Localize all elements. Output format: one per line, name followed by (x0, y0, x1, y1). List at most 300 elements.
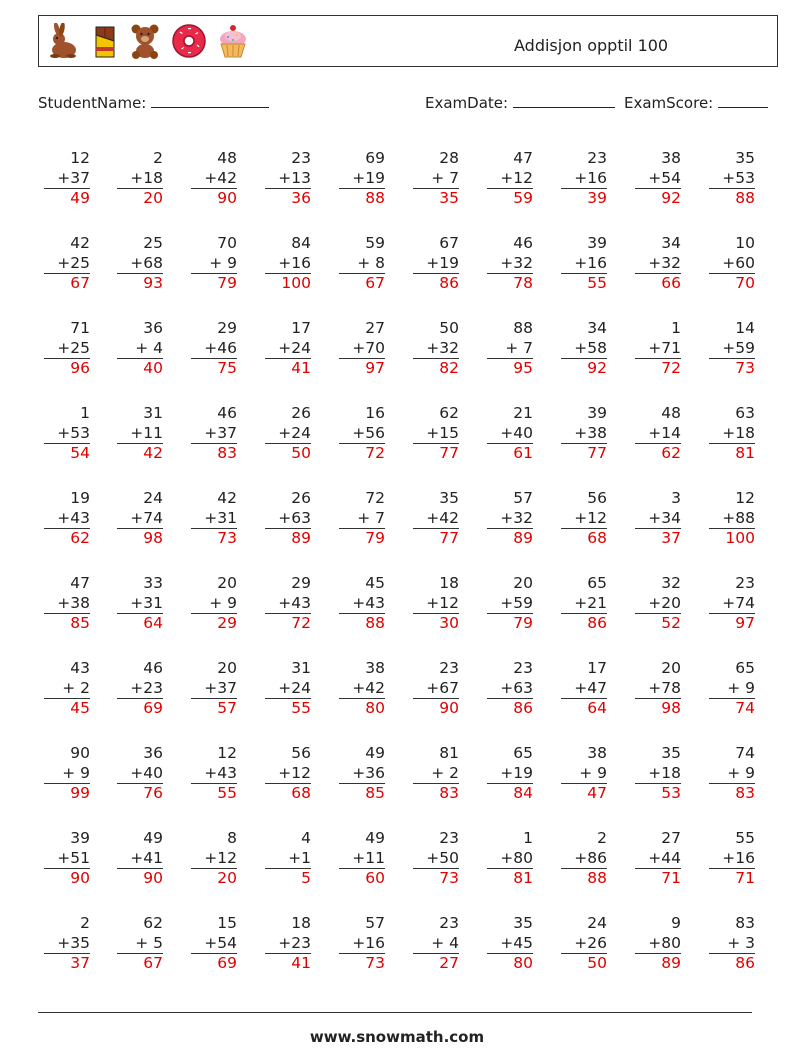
answer: 90 (191, 188, 237, 209)
addend-bottom: +34 (648, 508, 681, 527)
addend-bottom: +38 (574, 423, 607, 442)
problem (105, 914, 163, 974)
problem (32, 574, 90, 634)
addend-top: 4 (301, 829, 311, 847)
problem (475, 574, 533, 634)
addend-top: 39 (70, 829, 90, 847)
addend-top: 3 (671, 489, 681, 507)
problem (327, 404, 385, 464)
problem (697, 914, 755, 974)
addend-top: 34 (587, 319, 607, 337)
problem (105, 829, 163, 889)
addend-bottom: +19 (352, 168, 385, 187)
problem (623, 489, 681, 549)
problem (179, 659, 237, 719)
addend-bottom: +42 (426, 508, 459, 527)
problem (253, 234, 311, 294)
answer: 27 (413, 953, 459, 974)
answer: 93 (117, 273, 163, 294)
answer: 90 (413, 698, 459, 719)
addend-bottom: + 9 (579, 763, 607, 782)
addend-top: 20 (217, 659, 237, 677)
answer: 78 (487, 273, 533, 294)
problem (623, 829, 681, 889)
addend-top: 15 (217, 914, 237, 932)
addend-top: 36 (143, 319, 163, 337)
addend-top: 35 (513, 914, 533, 932)
addend-top: 39 (587, 404, 607, 422)
addend-top: 27 (661, 829, 681, 847)
addend-top: 63 (735, 404, 755, 422)
addend-top: 65 (587, 574, 607, 592)
answer: 69 (191, 953, 237, 974)
teddy-bear-icon (129, 23, 161, 59)
addend-bottom: +24 (278, 423, 311, 442)
addend-bottom: +86 (574, 848, 607, 867)
problem (475, 744, 533, 804)
problem (105, 149, 163, 209)
answer: 68 (561, 528, 607, 549)
addend-top: 49 (365, 829, 385, 847)
problem (475, 829, 533, 889)
addend-bottom: +12 (204, 848, 237, 867)
addend-top: 32 (661, 574, 681, 592)
addend-bottom: +40 (500, 423, 533, 442)
answer: 92 (635, 188, 681, 209)
addend-top: 25 (143, 234, 163, 252)
answer: 73 (709, 358, 755, 379)
problem (32, 404, 90, 464)
addend-top: 84 (291, 234, 311, 252)
exam-score-blank (718, 93, 768, 108)
addend-bottom: +18 (722, 423, 755, 442)
answer: 67 (339, 273, 385, 294)
problem (327, 234, 385, 294)
answer: 20 (117, 188, 163, 209)
answer: 83 (413, 783, 459, 804)
problem (549, 404, 607, 464)
addend-bottom: +80 (648, 933, 681, 952)
problem (105, 574, 163, 634)
answer: 97 (709, 613, 755, 634)
problem (697, 319, 755, 379)
addend-top: 47 (513, 149, 533, 167)
addend-bottom: + 4 (431, 933, 459, 952)
problem (327, 659, 385, 719)
addend-top: 2 (153, 149, 163, 167)
addend-top: 35 (661, 744, 681, 762)
addend-top: 88 (513, 319, 533, 337)
addend-bottom: +16 (574, 253, 607, 272)
problem (179, 319, 237, 379)
problem (549, 829, 607, 889)
problem (697, 149, 755, 209)
addend-bottom: +12 (426, 593, 459, 612)
answer: 62 (635, 443, 681, 464)
problem (401, 489, 459, 549)
addend-top: 56 (587, 489, 607, 507)
problem (105, 234, 163, 294)
addend-bottom: +15 (426, 423, 459, 442)
addend-top: 17 (587, 659, 607, 677)
problem (105, 404, 163, 464)
answer: 76 (117, 783, 163, 804)
problem (623, 574, 681, 634)
addend-top: 71 (70, 319, 90, 337)
problem (623, 744, 681, 804)
answer: 50 (265, 443, 311, 464)
addend-top: 24 (587, 914, 607, 932)
addend-top: 31 (291, 659, 311, 677)
addend-top: 2 (597, 829, 607, 847)
problem (253, 489, 311, 549)
problem (105, 659, 163, 719)
answer: 5 (265, 868, 311, 889)
answer: 79 (191, 273, 237, 294)
addend-top: 48 (661, 404, 681, 422)
answer: 81 (709, 443, 755, 464)
problem (549, 234, 607, 294)
addend-top: 69 (365, 149, 385, 167)
problem (179, 574, 237, 634)
answer: 89 (265, 528, 311, 549)
answer: 88 (709, 188, 755, 209)
answer: 80 (339, 698, 385, 719)
addend-bottom: +54 (204, 933, 237, 952)
worksheet-title: Addisjon opptil 100 (514, 36, 669, 55)
addend-top: 48 (217, 149, 237, 167)
exam-score-label: ExamScore: (624, 94, 714, 112)
addend-bottom: + 4 (135, 338, 163, 357)
answer: 40 (117, 358, 163, 379)
addend-bottom: +14 (648, 423, 681, 442)
problem (253, 914, 311, 974)
addend-top: 23 (735, 574, 755, 592)
addend-bottom: +32 (426, 338, 459, 357)
addend-top: 42 (217, 489, 237, 507)
addend-top: 74 (735, 744, 755, 762)
addend-bottom: +12 (500, 168, 533, 187)
addend-bottom: +41 (130, 848, 163, 867)
problem (697, 234, 755, 294)
answer: 61 (487, 443, 533, 464)
addend-top: 26 (291, 404, 311, 422)
answer: 97 (339, 358, 385, 379)
addend-bottom: +45 (500, 933, 533, 952)
addend-top: 24 (143, 489, 163, 507)
problem (179, 829, 237, 889)
addend-top: 23 (439, 914, 459, 932)
header-icons (47, 23, 249, 59)
answer: 77 (561, 443, 607, 464)
addend-top: 1 (671, 319, 681, 337)
addend-top: 27 (365, 319, 385, 337)
addend-top: 90 (70, 744, 90, 762)
problem (327, 914, 385, 974)
addend-top: 9 (671, 914, 681, 932)
answer: 82 (413, 358, 459, 379)
addend-bottom: +21 (574, 593, 607, 612)
addend-bottom: +20 (648, 593, 681, 612)
addend-bottom: +37 (57, 168, 90, 187)
addend-bottom: +58 (574, 338, 607, 357)
addend-bottom: +32 (500, 253, 533, 272)
addend-bottom: +26 (574, 933, 607, 952)
problem (401, 574, 459, 634)
problem (401, 829, 459, 889)
addend-top: 29 (217, 319, 237, 337)
addend-top: 65 (513, 744, 533, 762)
answer: 69 (117, 698, 163, 719)
answer: 88 (339, 188, 385, 209)
addend-top: 38 (365, 659, 385, 677)
answer: 68 (265, 783, 311, 804)
problem (475, 149, 533, 209)
addend-bottom: +24 (278, 338, 311, 357)
addend-top: 1 (80, 404, 90, 422)
answer: 42 (117, 443, 163, 464)
problem (697, 404, 755, 464)
addend-top: 72 (365, 489, 385, 507)
problem (327, 489, 385, 549)
answer: 80 (487, 953, 533, 974)
answer: 57 (191, 698, 237, 719)
addend-bottom: +11 (352, 848, 385, 867)
answer: 55 (561, 273, 607, 294)
addend-top: 23 (439, 829, 459, 847)
answer: 90 (44, 868, 90, 889)
addend-bottom: +56 (352, 423, 385, 442)
addend-bottom: +18 (648, 763, 681, 782)
answer: 55 (191, 783, 237, 804)
addend-bottom: +35 (57, 933, 90, 952)
addend-bottom: + 9 (62, 763, 90, 782)
addend-bottom: +23 (278, 933, 311, 952)
addend-bottom: +68 (130, 253, 163, 272)
answer: 77 (413, 528, 459, 549)
addend-bottom: +16 (722, 848, 755, 867)
problem (475, 234, 533, 294)
addend-bottom: + 3 (727, 933, 755, 952)
addend-bottom: +50 (426, 848, 459, 867)
addend-top: 45 (365, 574, 385, 592)
addend-top: 50 (439, 319, 459, 337)
addend-top: 46 (143, 659, 163, 677)
addend-bottom: +44 (648, 848, 681, 867)
answer: 41 (265, 953, 311, 974)
addend-bottom: +43 (278, 593, 311, 612)
addend-bottom: + 7 (357, 508, 385, 527)
problem (401, 404, 459, 464)
addend-bottom: +88 (722, 508, 755, 527)
addend-top: 2 (80, 914, 90, 932)
answer: 83 (709, 783, 755, 804)
addend-top: 47 (70, 574, 90, 592)
addend-bottom: +59 (500, 593, 533, 612)
addend-bottom: +70 (352, 338, 385, 357)
addend-top: 23 (587, 149, 607, 167)
addend-top: 18 (439, 574, 459, 592)
addend-bottom: +31 (204, 508, 237, 527)
problem (179, 404, 237, 464)
addend-bottom: +12 (278, 763, 311, 782)
problem (179, 489, 237, 549)
addend-bottom: +16 (352, 933, 385, 952)
answer: 96 (44, 358, 90, 379)
problem (179, 149, 237, 209)
problem (253, 659, 311, 719)
addend-bottom: +24 (278, 678, 311, 697)
problem (253, 319, 311, 379)
answer: 66 (635, 273, 681, 294)
problem (401, 914, 459, 974)
problem (105, 319, 163, 379)
addend-top: 19 (70, 489, 90, 507)
answer: 67 (117, 953, 163, 974)
addend-bottom: + 5 (135, 933, 163, 952)
addend-bottom: + 2 (431, 763, 459, 782)
problem (327, 744, 385, 804)
problem (697, 574, 755, 634)
answer: 77 (413, 443, 459, 464)
addend-bottom: +53 (57, 423, 90, 442)
answer: 88 (561, 868, 607, 889)
addend-top: 23 (291, 149, 311, 167)
addend-top: 62 (439, 404, 459, 422)
problem (253, 744, 311, 804)
addend-bottom: +59 (722, 338, 755, 357)
addend-bottom: + 2 (62, 678, 90, 697)
answer: 84 (487, 783, 533, 804)
answer: 83 (191, 443, 237, 464)
addend-bottom: +18 (130, 168, 163, 187)
answer: 60 (339, 868, 385, 889)
answer: 20 (191, 868, 237, 889)
addend-bottom: +74 (130, 508, 163, 527)
problem (327, 149, 385, 209)
problem (32, 489, 90, 549)
addend-top: 20 (217, 574, 237, 592)
addend-top: 56 (291, 744, 311, 762)
addend-top: 1 (523, 829, 533, 847)
addend-bottom: +38 (57, 593, 90, 612)
answer: 89 (487, 528, 533, 549)
answer: 85 (339, 783, 385, 804)
answer: 35 (413, 188, 459, 209)
problem (623, 234, 681, 294)
addend-top: 34 (661, 234, 681, 252)
addend-top: 49 (365, 744, 385, 762)
answer: 41 (265, 358, 311, 379)
problem (253, 404, 311, 464)
answer: 95 (487, 358, 533, 379)
problem (253, 574, 311, 634)
addend-bottom: +32 (500, 508, 533, 527)
chocolate-bar-icon (91, 23, 119, 59)
problem (697, 659, 755, 719)
problem (697, 829, 755, 889)
exam-date-field (425, 93, 615, 112)
problem (179, 744, 237, 804)
answer: 81 (487, 868, 533, 889)
answer: 88 (339, 613, 385, 634)
addend-top: 29 (291, 574, 311, 592)
addend-bottom: +46 (204, 338, 237, 357)
answer: 100 (709, 528, 755, 549)
answer: 30 (413, 613, 459, 634)
addend-top: 8 (227, 829, 237, 847)
addend-bottom: +19 (426, 253, 459, 272)
answer: 64 (561, 698, 607, 719)
addend-bottom: +74 (722, 593, 755, 612)
addend-bottom: +37 (204, 678, 237, 697)
addend-bottom: +11 (130, 423, 163, 442)
problem (549, 574, 607, 634)
addend-bottom: +19 (500, 763, 533, 782)
problem (327, 829, 385, 889)
answer: 45 (44, 698, 90, 719)
problem (549, 149, 607, 209)
addend-top: 36 (143, 744, 163, 762)
problem (623, 319, 681, 379)
answer: 73 (339, 953, 385, 974)
addend-top: 70 (217, 234, 237, 252)
answer: 100 (265, 273, 311, 294)
addend-bottom: + 9 (727, 678, 755, 697)
problem (475, 659, 533, 719)
problem (105, 744, 163, 804)
problem (401, 659, 459, 719)
addend-top: 46 (217, 404, 237, 422)
answer: 75 (191, 358, 237, 379)
problem (697, 744, 755, 804)
answer: 55 (265, 698, 311, 719)
answer: 73 (413, 868, 459, 889)
addend-top: 38 (661, 149, 681, 167)
problem (32, 319, 90, 379)
addend-bottom: +16 (278, 253, 311, 272)
answer: 86 (487, 698, 533, 719)
addend-top: 20 (513, 574, 533, 592)
addend-bottom: +60 (722, 253, 755, 272)
addend-top: 38 (587, 744, 607, 762)
addend-bottom: + 9 (209, 593, 237, 612)
answer: 72 (635, 358, 681, 379)
addend-bottom: +54 (648, 168, 681, 187)
addend-bottom: +63 (500, 678, 533, 697)
cupcake-icon (217, 23, 249, 59)
answer: 54 (44, 443, 90, 464)
problem (549, 744, 607, 804)
addend-bottom: +23 (130, 678, 163, 697)
answer: 89 (635, 953, 681, 974)
addend-bottom: +25 (57, 253, 90, 272)
problem (32, 744, 90, 804)
answer: 90 (117, 868, 163, 889)
answer: 72 (339, 443, 385, 464)
addend-bottom: + 8 (357, 253, 385, 272)
problem (32, 829, 90, 889)
answer: 36 (265, 188, 311, 209)
addend-top: 83 (735, 914, 755, 932)
student-name-field (38, 93, 269, 112)
addend-bottom: +42 (204, 168, 237, 187)
answer: 73 (191, 528, 237, 549)
addend-top: 59 (365, 234, 385, 252)
answer: 47 (561, 783, 607, 804)
exam-score-field (624, 93, 768, 112)
answer: 49 (44, 188, 90, 209)
